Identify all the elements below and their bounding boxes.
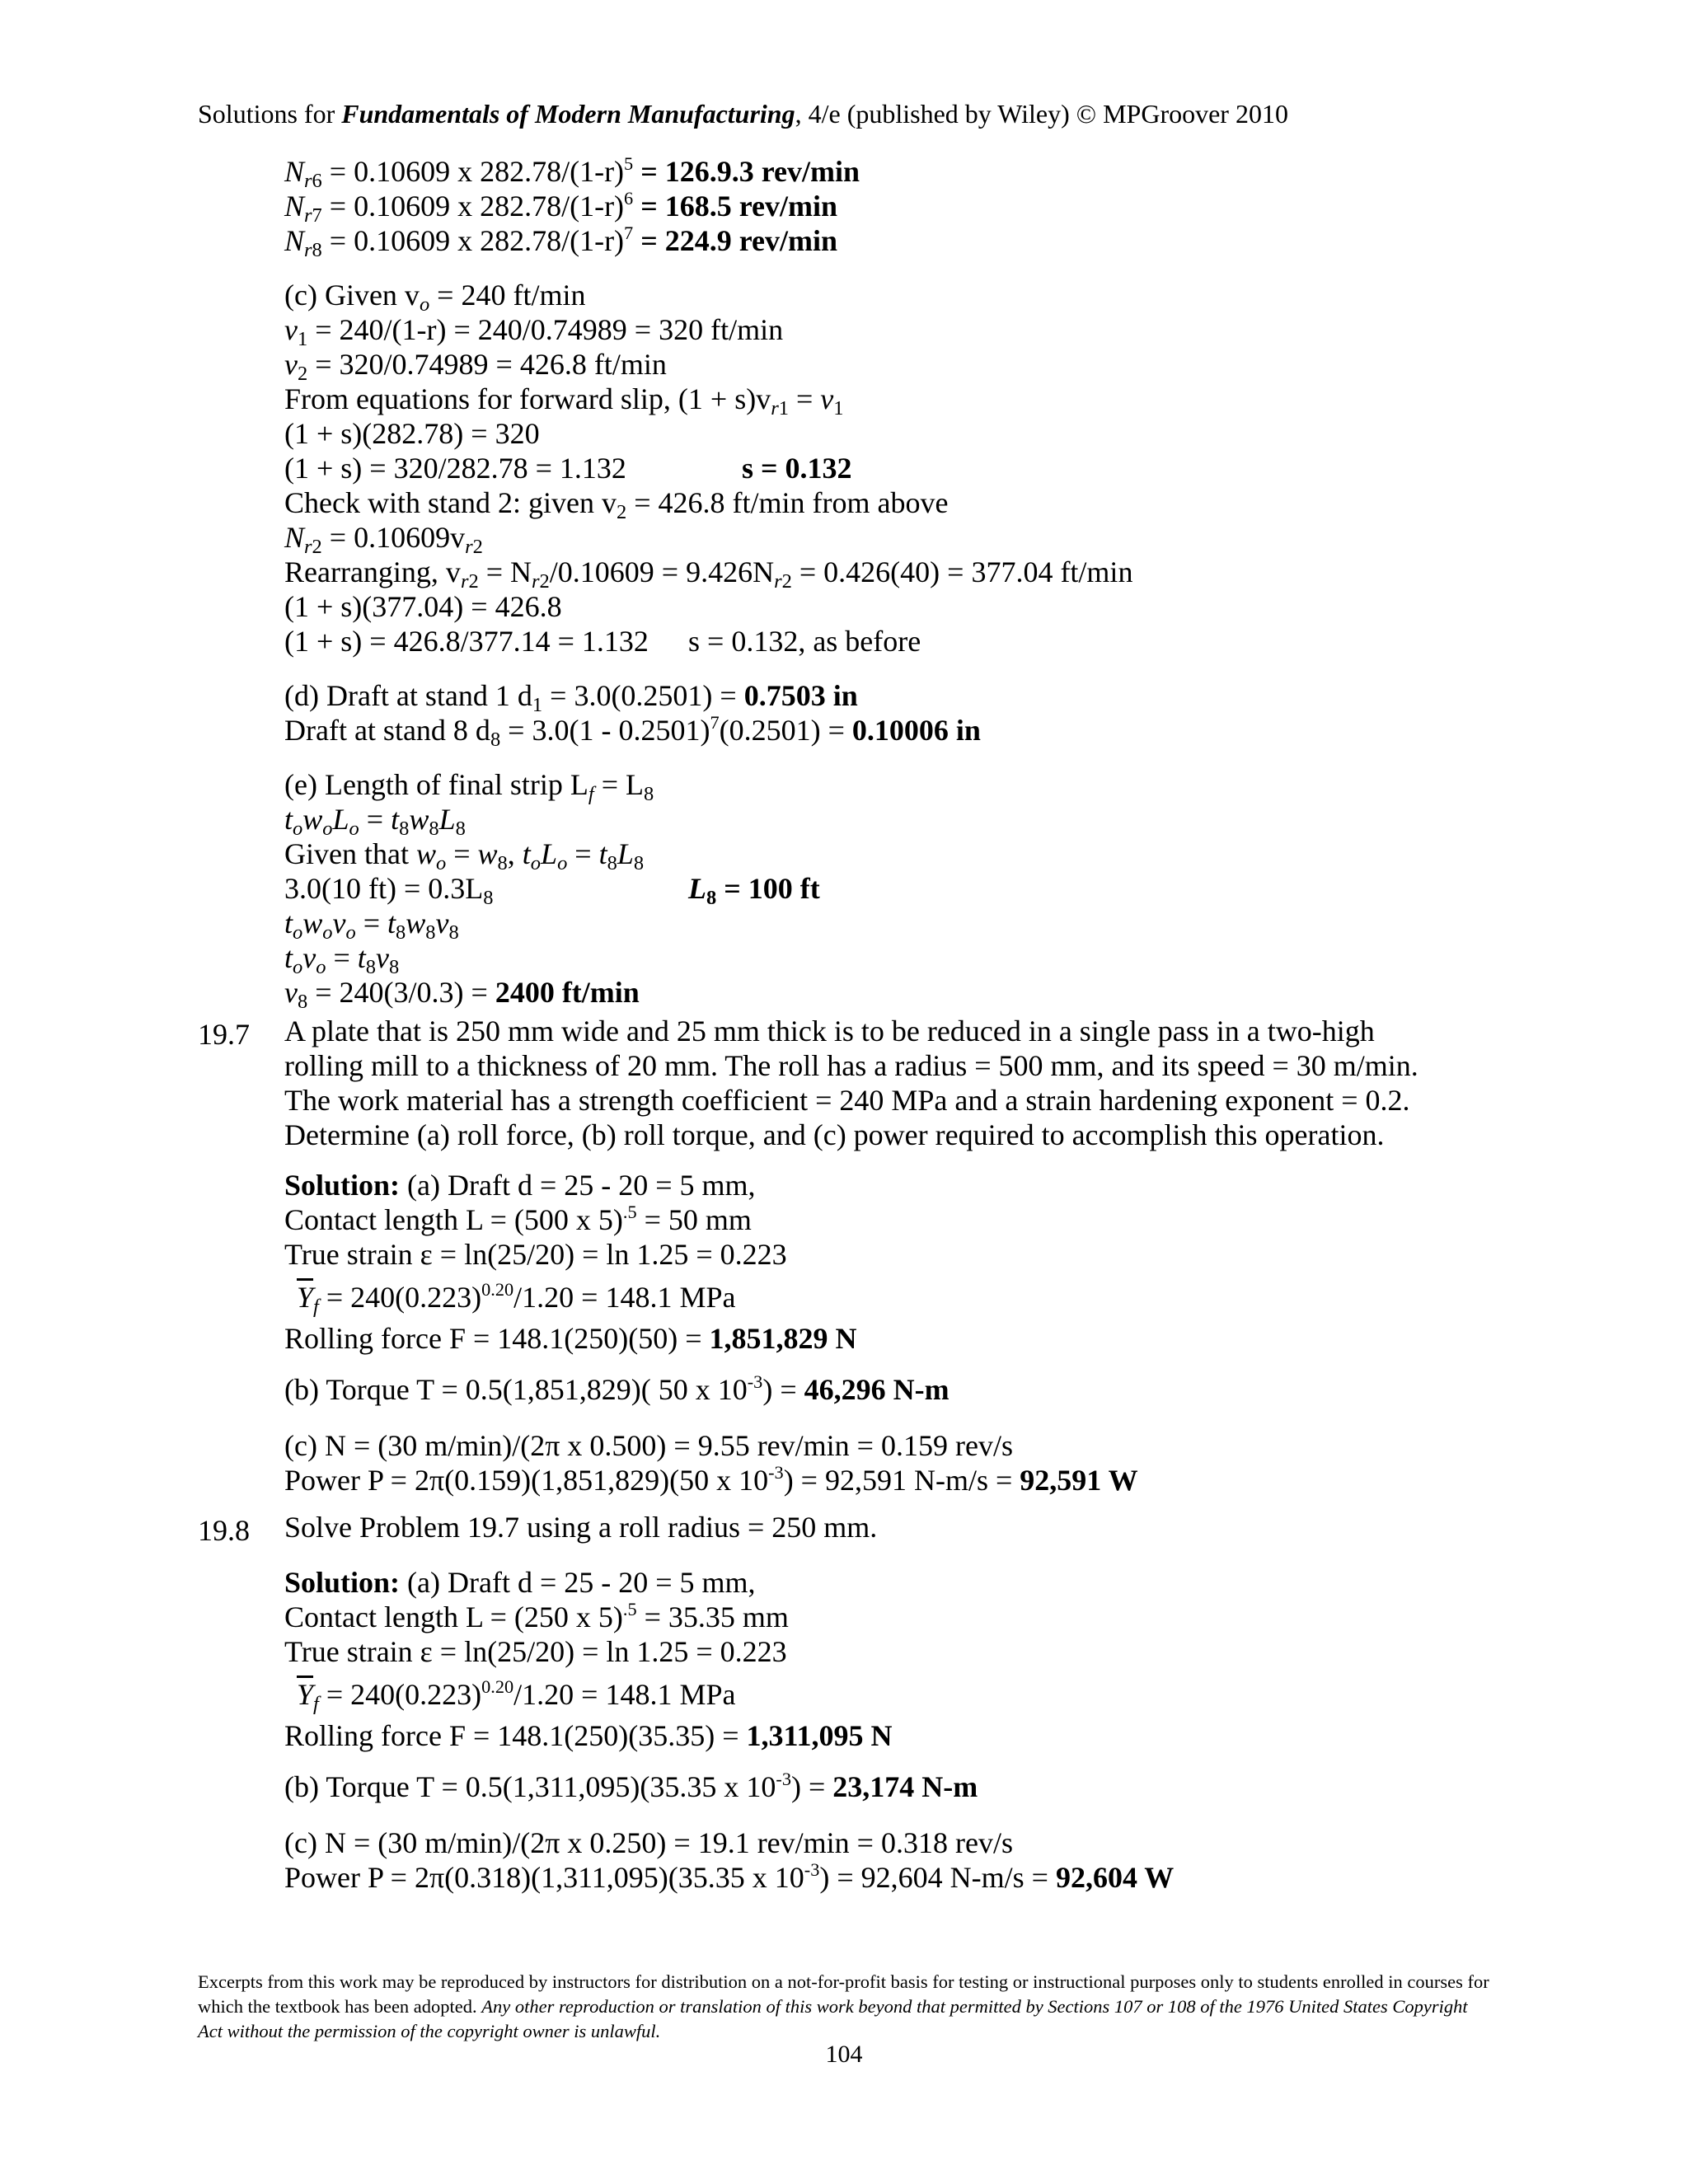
part-e-line-3: Given that $w_o = w_8$, $t_oL_o = t_8L_8$ [284, 837, 645, 874]
part-e-line-6: $t_ov_o = t_8v_8$ [284, 941, 400, 978]
speed-n6-line: $N_{r6} = 0.10609$ x $282.78/(1-r)^5 = 126.9.3$ rev/min [284, 153, 860, 192]
part-d-line-2: Draft at stand 8 $d_8 = 3.0(1 - 0.2501)^7(0.2501) = 0.10006$ in [284, 712, 981, 751]
problem-19-8-statement: Solve Problem 19.7 using a roll radius = 250 mm. [284, 1511, 878, 1544]
part-c-line-7: Check with stand 2: given $v_2 = 426.8$ ft/min from above [284, 486, 949, 523]
page-header: Solutions for Fundamentals of Modern Manufacturing, 4/e (published by Wiley) © MPGroover 2010 [198, 99, 1288, 129]
p197-power-line: Power P = 2π(0.159)(1,851,829)(50 x $10^{-3}) = 92,591$ N-m/s = 92,591 W [284, 1462, 1138, 1497]
part-c-line-4: From equations for forward slip, $(1 + s)v_{r1} = v_1$ [284, 382, 844, 419]
p198-speed-line: (c) N = (30 m/min)/(2π x 0.250) = 19.1 rev/min = 0.318 rev/s [284, 1826, 1013, 1859]
part-c-line-9: Rearranging, $v_{r2} = N_{r2}/0.10609 = 9.426N_{r2} = 0.426(40) = 377.04$ ft/min [284, 555, 1133, 593]
part-c-line-10: (1 + s)(377.04) = 426.8 [284, 590, 562, 623]
p197-solution-line-3: True strain ε = ln(25/20) = ln 1.25 = 0.223 [284, 1238, 787, 1271]
p197-torque-line: (b) Torque T = 0.5(1,851,829)( 50 x $10^{-3}) = 46,296$ N-m [284, 1371, 950, 1406]
part-c-line-6: (1 + s) = 320/282.78 = 1.132 s = 0.132 [284, 452, 852, 485]
p198-solution-line-3: True strain ε = ln(25/20) = ln 1.25 = 0.223 [284, 1635, 787, 1668]
book-title: Fundamentals of Modern Manufacturing [341, 99, 795, 129]
part-c-line-5: (1 + s)(282.78) = 320 [284, 417, 540, 450]
copyright-footer: Excerpts from this work may be reproduced by instructors for distribution on a not-for-profit basis for testing or instructional purposes only to students enrolled in courses for which the textbook has been adopted. Any other reproduction or translation of this work beyond that permitted by Sections 107 or 108 of the 1976 United States Copyright Act without the permission of the copyright owner is unlawful. [198, 1971, 1489, 2041]
page-number: 104 [825, 2041, 863, 2068]
part-e-line-4: 3.0(10 $ft) = 0.3L_8$ $L_8 = 100$ ft [284, 872, 820, 909]
slip-result: s = 0.132 [742, 452, 852, 485]
p198-solution-line-1: Solution: (a) Draft d = 25 - 20 = 5 mm, [284, 1566, 756, 1599]
p197-speed-line: (c) N = (30 m/min)/(2π x 0.500) = 9.55 rev/min = 0.159 rev/s [284, 1429, 1013, 1462]
problem-19-8-number: 19.8 [198, 1514, 250, 1547]
p198-solution-line-2: Contact length L = (250 x 5)$^{.5}$ = 35.35 mm [284, 1599, 789, 1633]
part-c-line-1: (c) Given $v_o = 240$ ft/min [284, 279, 586, 316]
p197-solution-line-4: $\overline{Y}_f = 240(0.223)^{0.20}/1.20 = 148.1$ MPa [297, 1279, 736, 1318]
length-result: $L_8 = 100$ ft [688, 872, 820, 909]
p197-solution-line-5: Rolling force F = 148.1(250)(50) = 1,851,829 N [284, 1322, 857, 1355]
part-c-line-11: (1 + s) = 426.8/377.14 = 1.132 s = 0.132, as before [284, 625, 921, 658]
part-e-line-2: $t_ow_oL_o = t_8w_8L_8$ [284, 803, 466, 840]
problem-19-7-statement: A plate that is 250 mm wide and 25 mm thick is to be reduced in a single pass in a two-high rolling mill to a thickness of 20 mm. The roll has a radius = 500 mm, and its speed = 30 m/min. The work material has a strength coefficient = 240 MPa and a strain hardening exponent = 0.2. Determine (a) roll force, (b) roll torque, and (c) power required to accomplish this operation. [284, 1015, 1418, 1151]
p197-solution-line-1: Solution: (a) Draft d = 25 - 20 = 5 mm, [284, 1169, 756, 1202]
part-d-line-1: (d) Draft at stand 1 $d_1 = 3.0(0.2501) = 0.7503$ in [284, 679, 858, 716]
speed-n8-line: $N_{r8} = 0.10609$ x $282.78/(1-r)^7 = 224.9$ rev/min [284, 223, 838, 261]
part-e-line-7: $v_8 = 240(3/0.3) = 2400$ ft/min [284, 976, 640, 1013]
p198-power-line: Power P = 2π(0.318)(1,311,095)(35.35 x $10^{-3}) = 92,604$ N-m/s = 92,604 W [284, 1859, 1175, 1894]
p198-solution-line-5: Rolling force F = 148.1(250)(35.35) = 1,311,095 N [284, 1719, 893, 1752]
part-c-line-3: $v_2 = 320/0.74989 = 426.8$ ft/min [284, 348, 667, 385]
part-e-line-5: $t_ow_ov_o = t_8w_8v_8$ [284, 907, 459, 944]
part-c-line-8: $N_{r2} = 0.10609v_{r2}$ [284, 521, 483, 558]
p197-solution-line-2: Contact length L = (500 x 5)$^{.5}$ = 50 mm [284, 1202, 752, 1236]
part-c-line-2: $v_1 = 240/(1-r) = 240/0.74989 = 320$ ft/min [284, 313, 784, 350]
part-e-line-1: (e) Length of final strip $L_f = L_8$ [284, 768, 654, 805]
speed-n7-line: $N_{r7} = 0.10609$ x $282.78/(1-r)^6 = 168.5$ rev/min [284, 188, 838, 227]
problem-19-7-number: 19.7 [198, 1018, 250, 1051]
p198-solution-line-4: $\overline{Y}_f = 240(0.223)^{0.20}/1.20 = 148.1$ MPa [297, 1676, 736, 1715]
p198-torque-line: (b) Torque T = 0.5(1,311,095)(35.35 x $10^{-3}) = 23,174$ N-m [284, 1769, 978, 1803]
